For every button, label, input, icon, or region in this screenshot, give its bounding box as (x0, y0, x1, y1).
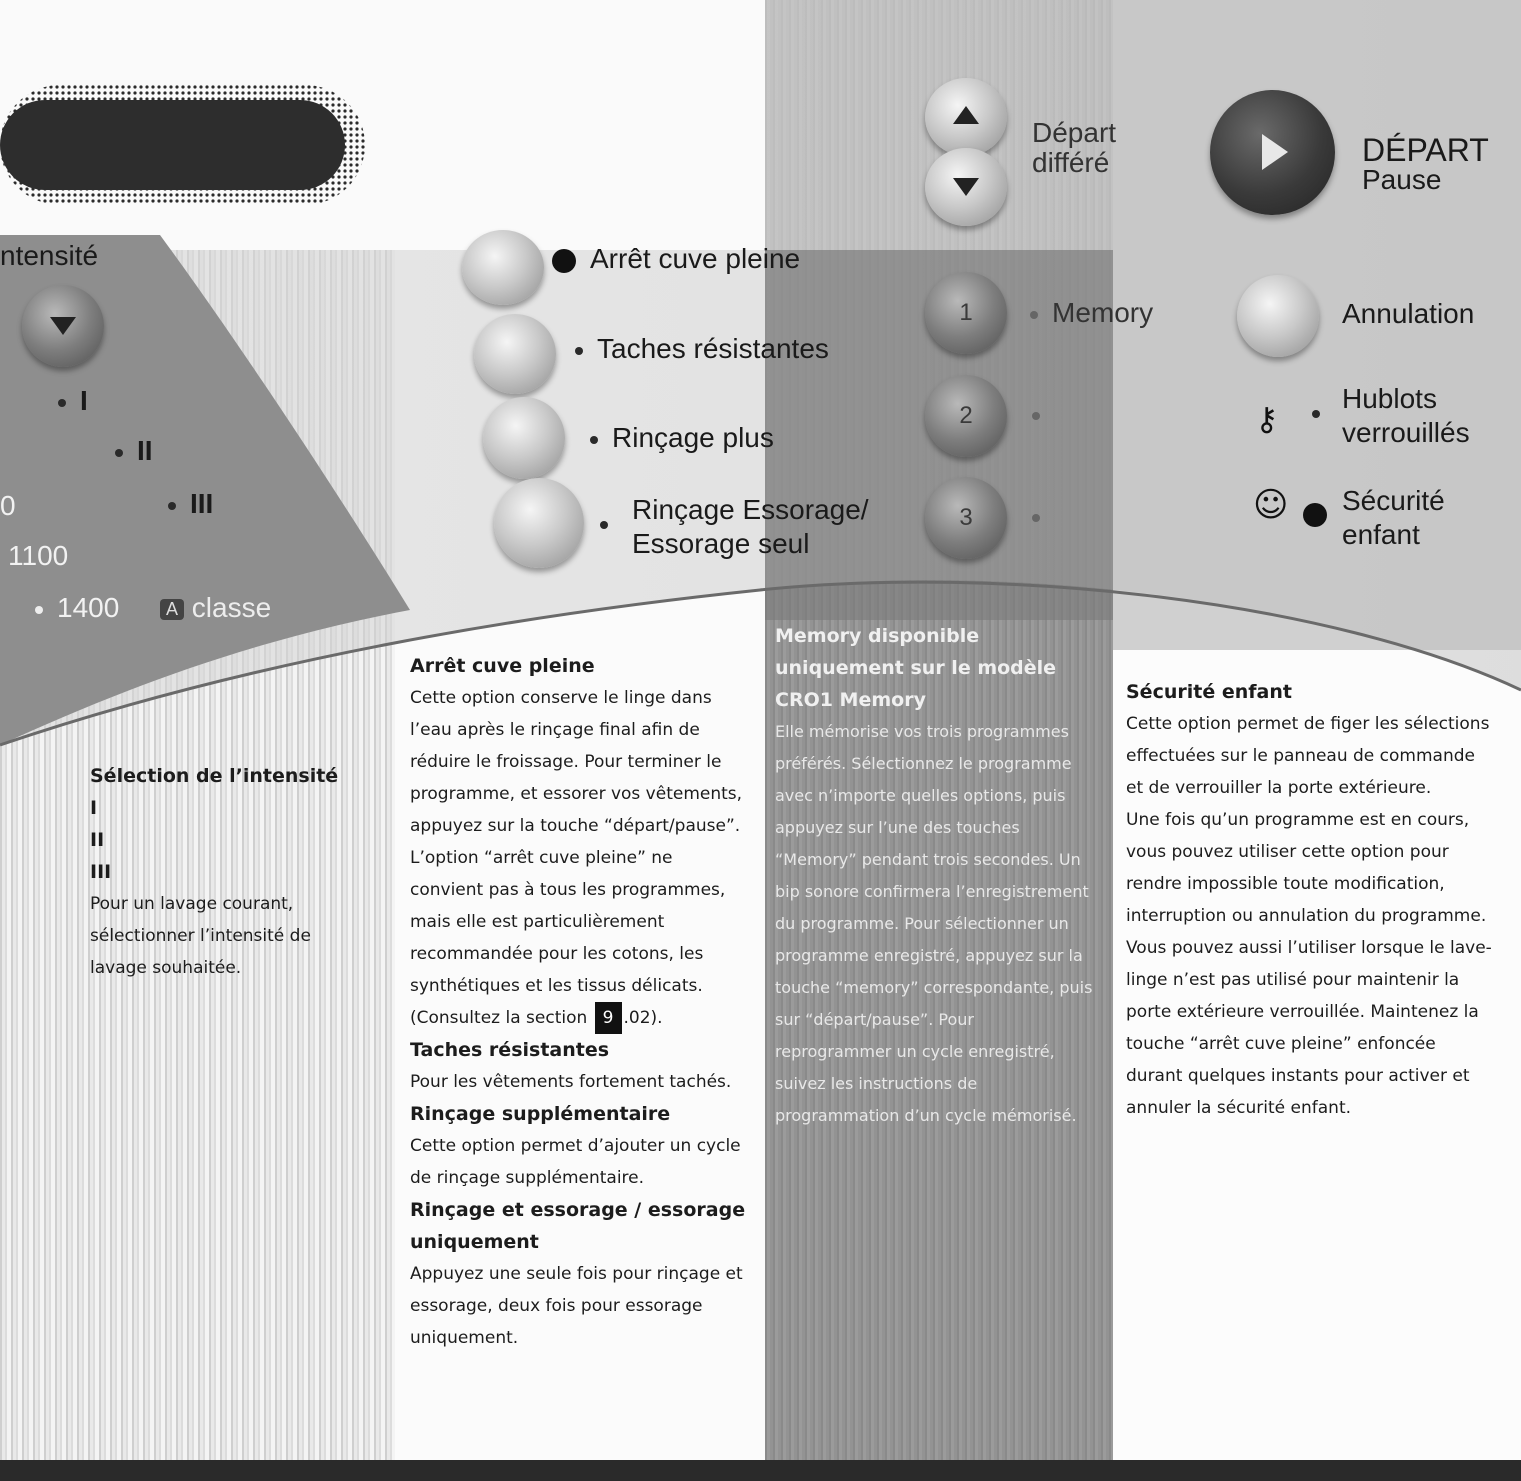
speed-0: 0 (0, 490, 16, 521)
energy-class-badge: A (160, 599, 184, 620)
triangle-up-icon (953, 106, 979, 124)
child-safety-text-2: Une fois qu’un programme est en cours, vous pouvez utiliser cette option pour rendre impossible toute modification, interruption ou annulation du programme. (1126, 810, 1487, 926)
intensity-description (90, 760, 360, 984)
arret-cuve-text-1: Cette option conserve le linge dans l’eau après le rinçage final afin de réduire le froissage. Pour terminer le programme, et essorer vos vêtements, appuyez sur la touche “départ/pause”. (410, 688, 743, 836)
rincage-heading: Rinçage supplémentaire (410, 1103, 671, 1125)
triangle-down-icon (953, 178, 979, 196)
memory-label: Memory (1030, 297, 1153, 329)
child-icon: ☺ (1253, 485, 1289, 525)
taches-heading: Taches résistantes (410, 1039, 610, 1061)
memory-body: Elle mémorise vos trois programmes préférés. Sélectionnez le programme avec n’importe quelles options, puis appuyez sur l’une des touches “Memory” pendant trois secondes. Un bip sonore confirmera l’enregistrement du programme. Pour sélectionner un programme enregistré, appuyez sur la touche “memory” correspondante, puis sur “départ/pause”. Pour reprogrammer un cycle enregistré, suivez les instructions de programmation d’un cycle mémorisé. (775, 722, 1093, 1125)
intensity-level-3: III (168, 488, 213, 520)
options-description (410, 650, 750, 1354)
start-label: DÉPART Pause (1362, 132, 1489, 195)
speed-1100: 1100 (8, 540, 69, 571)
intensity-body: Pour un lavage courant, sélectionner l’intensité de lavage souhaitée. (90, 894, 311, 978)
essorage-heading: Rinçage et essorage / essorage uniquement (410, 1199, 746, 1253)
child-safety-description (1126, 676, 1496, 1124)
intensity-level-i: I (90, 797, 98, 819)
bottom-bar (0, 1460, 1521, 1481)
intensity-heading: Sélection de l’intensité (90, 765, 339, 787)
delay-up-button[interactable] (925, 78, 1007, 156)
child-safety-indicator (1303, 503, 1327, 527)
locked-label: Hublots verrouillés (1342, 383, 1470, 448)
arret-cuve-heading: Arrêt cuve pleine (410, 655, 595, 677)
intensity-level-2: II (115, 435, 153, 467)
locked-indicator (1312, 410, 1320, 418)
play-icon (1262, 134, 1288, 170)
memory-button-1[interactable]: 1 (925, 272, 1007, 354)
triangle-down-icon (50, 317, 76, 335)
energy-class-label: A classe (160, 592, 271, 624)
cancel-label: Annulation (1342, 298, 1475, 329)
option-label-rincage-essorage: Rinçage Essorage/ Essorage seul (600, 493, 869, 561)
option-button-rincage-essorage[interactable] (494, 478, 584, 568)
cancel-button[interactable] (1237, 275, 1319, 357)
option-button-arret-cuve[interactable] (462, 230, 544, 305)
taches-text: Pour les vêtements fortement tachés. (410, 1072, 732, 1092)
start-pause-button[interactable] (1210, 90, 1335, 215)
section-reference: (Consultez la section 9 .02). (410, 1002, 750, 1034)
memory-button-3[interactable]: 3 (925, 477, 1007, 559)
essorage-text: Appuyez une seule fois pour rinçage et essorage, deux fois pour essorage uniquement. (410, 1264, 743, 1348)
memory-3-indicator (1032, 514, 1040, 522)
arret-cuve-text-2: L’option “arrêt cuve pleine” ne convient pas à tous les programmes, mais elle est particulièrement recommandée pour les cotons, les synthétiques et les tissus délicats. (410, 848, 726, 996)
rincage-text: Cette option permet d’ajouter un cycle de rinçage supplémentaire. (410, 1136, 741, 1188)
child-safety-heading: Sécurité enfant (1126, 681, 1292, 703)
delay-down-button[interactable] (925, 148, 1007, 226)
intensity-level-ii: II (90, 829, 105, 851)
key-icon: ⚷ (1255, 400, 1279, 438)
intensity-label: ntensité (0, 240, 99, 271)
child-safety-text-3: Vous pouvez aussi l’utiliser lorsque le lave-linge n’est pas utilisé pour maintenir la porte extérieure verrouillée. Maintenez la touche “arrêt cuve pleine” enfoncée durant quelques instants pour activer et annuler la sécurité enfant. (1126, 938, 1492, 1118)
option-label-arret-cuve: Arrêt cuve pleine (552, 243, 800, 275)
intensity-level-iii: III (90, 861, 112, 883)
child-safety-label: Sécurité enfant (1342, 485, 1445, 550)
memory-heading: Memory disponible uniquement sur le modèle CRO1 Memory (775, 625, 1057, 711)
option-button-rincage-plus[interactable] (483, 397, 565, 479)
memory-button-2[interactable]: 2 (925, 375, 1007, 457)
intensity-down-button[interactable] (22, 285, 104, 367)
option-button-taches[interactable] (474, 314, 556, 394)
memory-description (775, 620, 1095, 1132)
speed-1400: 1400 (35, 592, 119, 624)
option-label-taches: Taches résistantes (575, 333, 829, 365)
child-safety-text-1: Cette option permet de figer les sélections effectuées sur le panneau de commande et de verrouiller la porte extérieure. (1126, 714, 1490, 798)
option-label-rincage-plus: Rinçage plus (590, 422, 774, 454)
intensity-level-1: I (58, 385, 88, 417)
memory-2-indicator (1032, 412, 1040, 420)
delayed-start-label: Départ différé (1032, 117, 1117, 178)
